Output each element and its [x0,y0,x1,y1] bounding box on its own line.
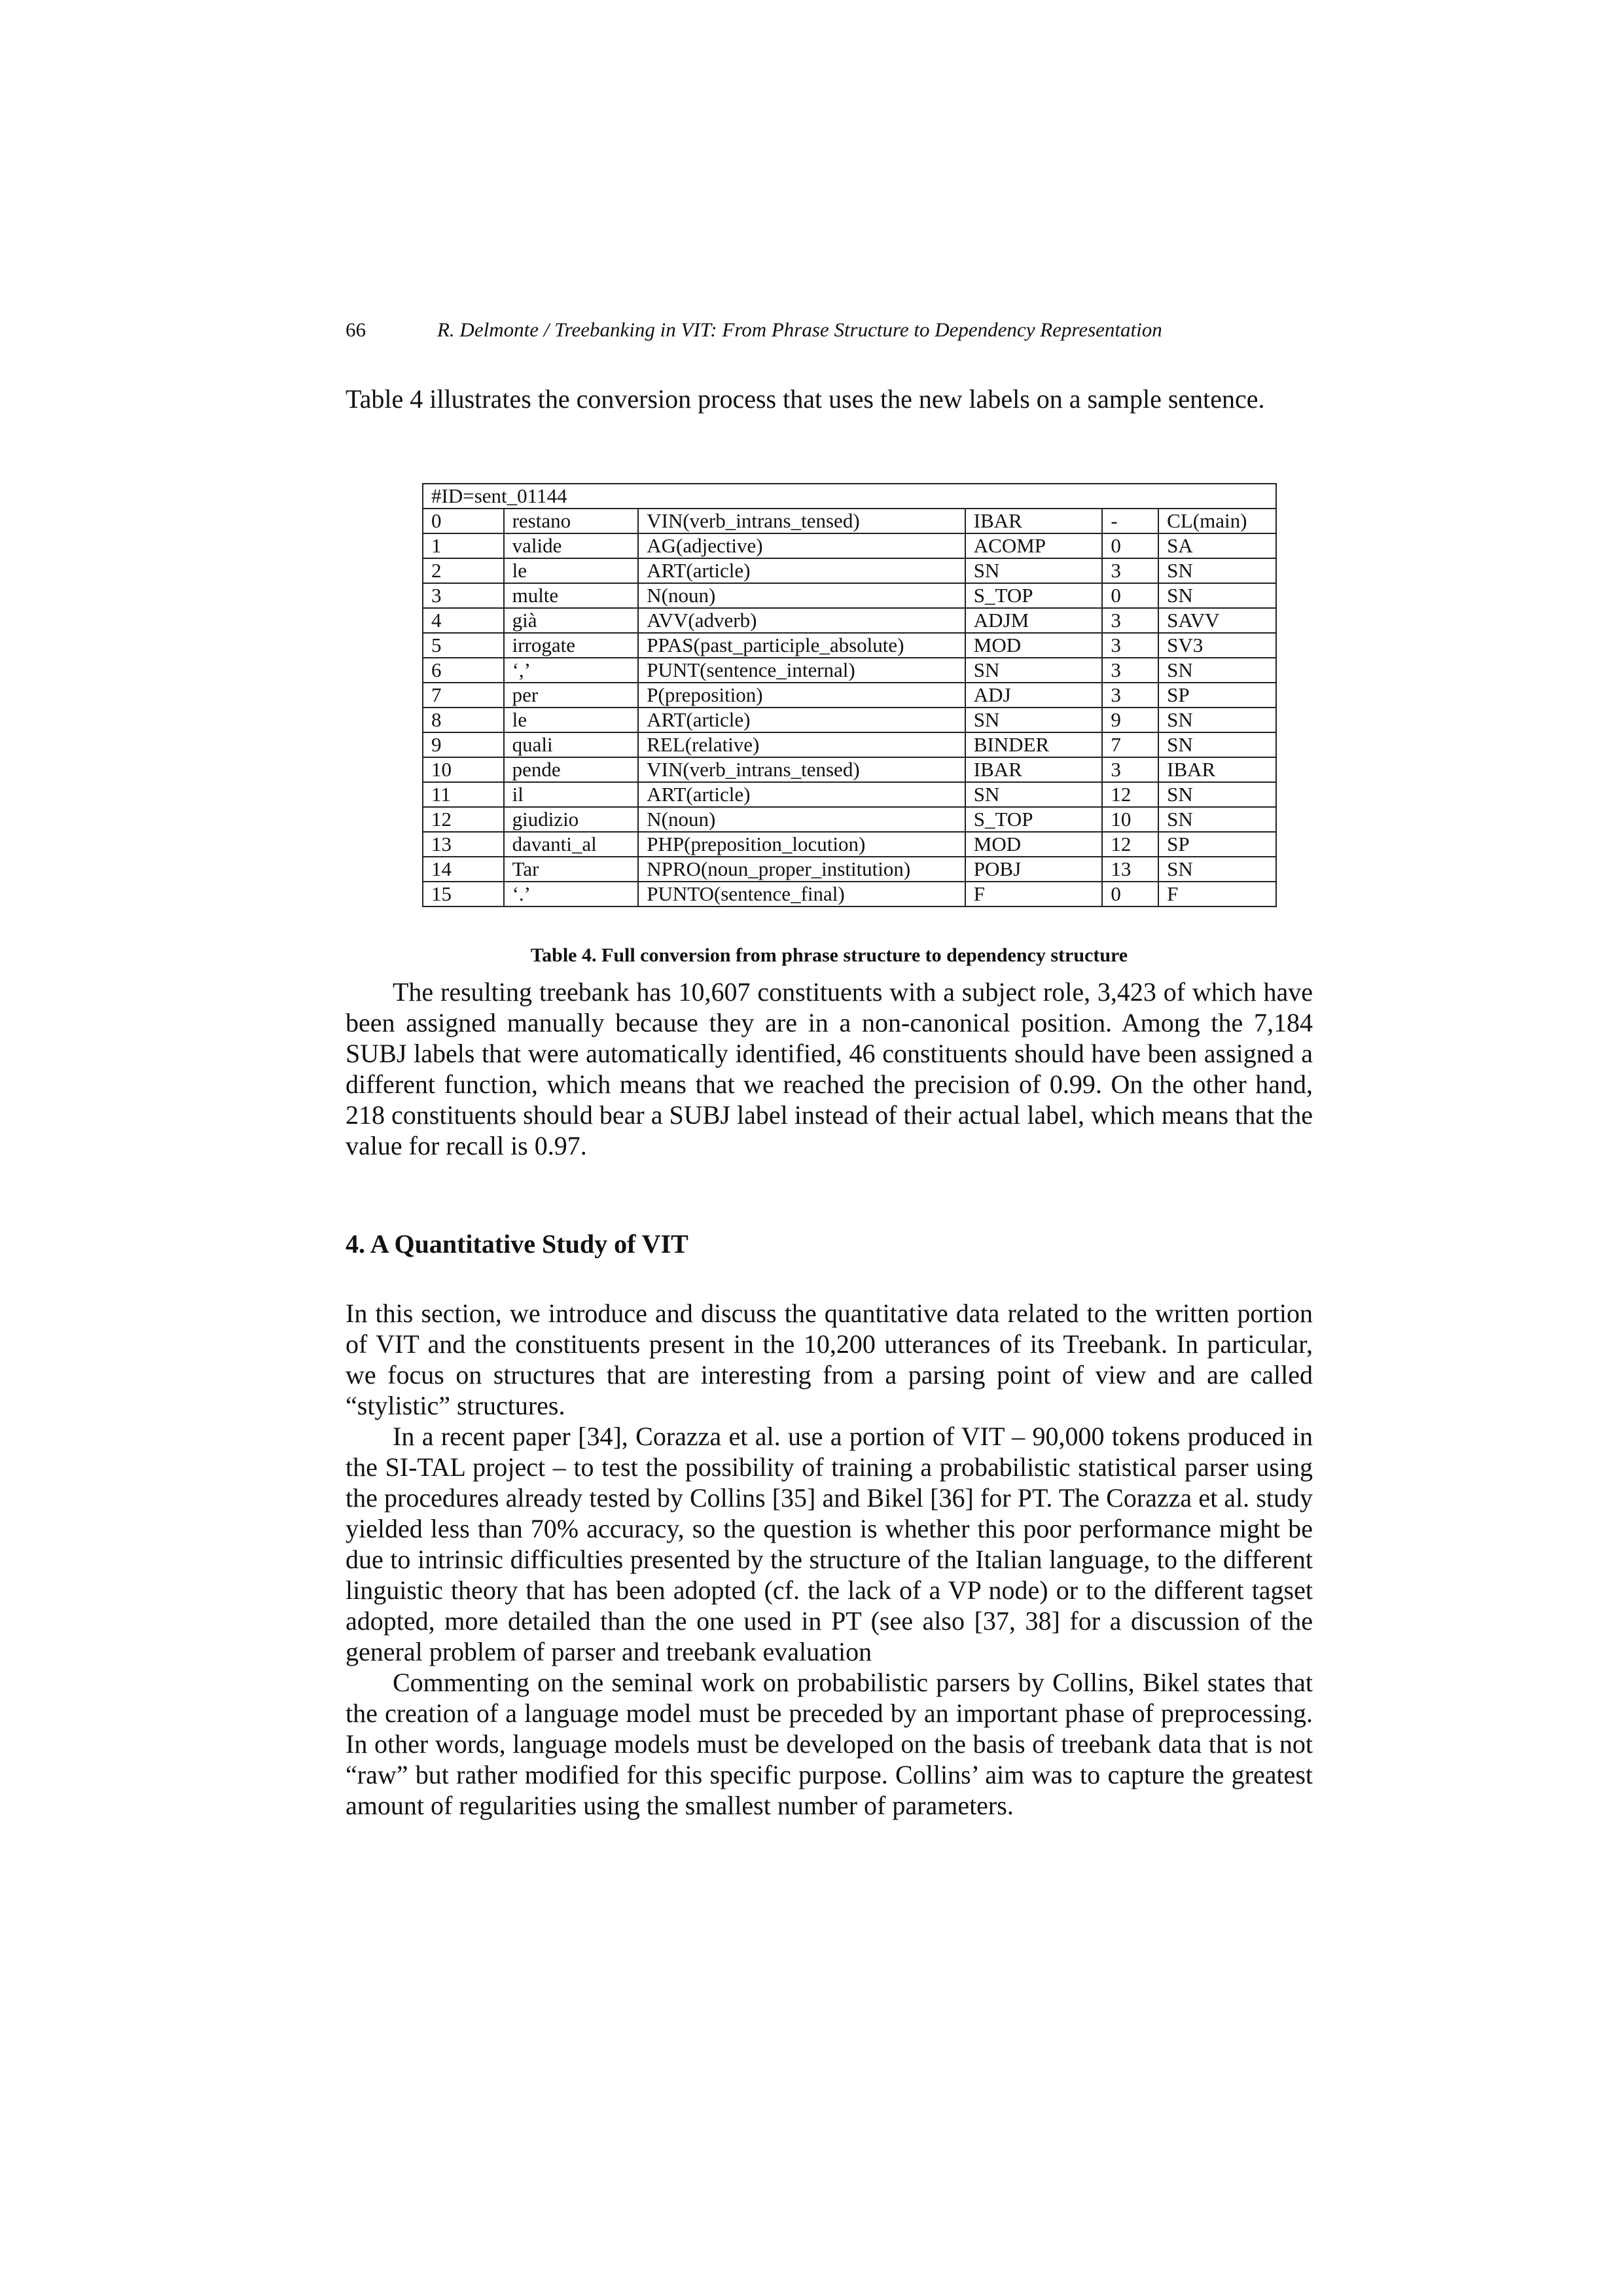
cell-index: 11 [423,782,504,807]
table-row [423,732,1276,757]
table-row [423,708,1276,732]
cell-constituent: SN [1158,807,1276,832]
cell-token: restano [504,509,639,533]
cell-constituent: IBAR [1158,757,1276,782]
cell-index: 5 [423,633,504,658]
cell-function: IBAR [965,757,1103,782]
table-row [423,608,1276,633]
cell-index: 2 [423,558,504,583]
cell-index: 6 [423,658,504,683]
running-head [346,318,1313,351]
cell-head: - [1102,509,1158,533]
cell-token: le [504,708,639,732]
cell-index: 4 [423,608,504,633]
cell-pos-tag: N(noun) [638,583,965,608]
cell-token: già [504,608,639,633]
table-row [423,683,1276,708]
section-paragraph-3: Commenting on the seminal work on probabilistic parsers by Collins, Bikel states that the creation of a language model must be preceded by an important phase of preprocessing. In other words, language models must be developed on the basis of treebank data that is not “raw” but rather modified for this specific purpose. Collins’ aim was to capture the greatest amount of regularities using the smallest number of parameters. [346,1668,1313,1820]
section-heading: 4. A Quantitative Study of VIT [346,1229,688,1259]
cell-constituent: F [1158,882,1276,906]
table-row [423,757,1276,782]
sentence-id-cell: #ID=sent_01144 [423,484,1276,509]
cell-function: F [965,882,1103,906]
cell-function: SN [965,658,1103,683]
cell-token: le [504,558,639,583]
results-paragraph [346,977,1313,1161]
cell-head: 3 [1102,608,1158,633]
cell-pos-tag: ART(article) [638,782,965,807]
cell-token: pende [504,757,639,782]
cell-constituent: SP [1158,832,1276,857]
cell-function: MOD [965,832,1103,857]
section-paragraph-2: In a recent paper [34], Corazza et al. use a portion of VIT – 90,000 tokens produced in the SI-TAL project – to test the possibility of training a probabilistic statistical parser using the procedures already tested by Collins [35] and Bikel [36] for PT. The Corazza et al. study yielded less than 70% accuracy, so the question is whether this poor performance might be due to intrinsic difficulties presented by the structure of the Italian language, to the different linguistic theory that has been adopted (cf. the lack of a VP node) or to the different tagset adopted, more detailed than the one used in PT (see also [37, 38] for a discussion of the general problem of parser and treebank evaluation [346,1422,1313,1666]
cell-pos-tag: PUNT(sentence_internal) [638,658,965,683]
table-row [423,633,1276,658]
cell-pos-tag: NPRO(noun_proper_institution) [638,857,965,882]
conversion-table [422,483,1277,907]
cell-token: valide [504,533,639,558]
table-id-row [423,484,1276,509]
cell-constituent: SN [1158,558,1276,583]
cell-constituent: SAVV [1158,608,1276,633]
cell-index: 12 [423,807,504,832]
section-body [346,1298,1313,1821]
cell-function: SN [965,708,1103,732]
cell-constituent: SN [1158,732,1276,757]
cell-constituent: CL(main) [1158,509,1276,533]
table-caption: Table 4. Full conversion from phrase structure to dependency structure [530,944,1128,966]
cell-head: 3 [1102,558,1158,583]
cell-pos-tag: PHP(preposition_locution) [638,832,965,857]
cell-token: Tar [504,857,639,882]
cell-constituent: SN [1158,658,1276,683]
cell-function: SN [965,782,1103,807]
cell-function: S_TOP [965,583,1103,608]
cell-function: IBAR [965,509,1103,533]
cell-index: 7 [423,683,504,708]
cell-head: 3 [1102,683,1158,708]
cell-pos-tag: ART(article) [638,558,965,583]
cell-token: multe [504,583,639,608]
cell-function: MOD [965,633,1103,658]
table-row [423,509,1276,533]
cell-pos-tag: VIN(verb_intrans_tensed) [638,757,965,782]
cell-constituent: SN [1158,782,1276,807]
cell-index: 1 [423,533,504,558]
cell-function: ADJ [965,683,1103,708]
cell-token: irrogate [504,633,639,658]
cell-token: per [504,683,639,708]
cell-head: 12 [1102,782,1158,807]
table-row [423,782,1276,807]
cell-constituent: SV3 [1158,633,1276,658]
cell-token: ‘,’ [504,658,639,683]
table-row [423,658,1276,683]
cell-head: 9 [1102,708,1158,732]
cell-head: 0 [1102,882,1158,906]
table-row [423,807,1276,832]
cell-head: 3 [1102,658,1158,683]
cell-head: 13 [1102,857,1158,882]
cell-function: BINDER [965,732,1103,757]
cell-index: 0 [423,509,504,533]
running-title: R. Delmonte / Treebanking in VIT: From Phrase Structure to Dependency Representation [437,318,1162,341]
cell-pos-tag: N(noun) [638,807,965,832]
cell-index: 3 [423,583,504,608]
table-row [423,583,1276,608]
cell-head: 10 [1102,807,1158,832]
cell-index: 9 [423,732,504,757]
results-text: The resulting treebank has 10,607 constituents with a subject role, 3,423 of which have been assigned manually because they are in a non-canonical position. Among the 7,184 SUBJ labels that were automatically identified, 46 constituents should have been assigned a different function, which means that we reached the precision of 0.99. On the other hand, 218 constituents should bear a SUBJ label instead of their actual label, which means that the value for recall is 0.97. [346,977,1313,1160]
cell-head: 3 [1102,633,1158,658]
cell-constituent: SN [1158,708,1276,732]
cell-token: giudizio [504,807,639,832]
page-number: 66 [346,318,366,341]
cell-head: 7 [1102,732,1158,757]
cell-function: POBJ [965,857,1103,882]
cell-index: 13 [423,832,504,857]
table-row [423,882,1276,906]
intro-text: Table 4 illustrates the conversion process that uses the new labels on a sample sentence. [346,384,1265,414]
table-row [423,533,1276,558]
cell-token: quali [504,732,639,757]
cell-pos-tag: VIN(verb_intrans_tensed) [638,509,965,533]
cell-function: S_TOP [965,807,1103,832]
cell-head: 0 [1102,533,1158,558]
cell-head: 0 [1102,583,1158,608]
cell-function: ACOMP [965,533,1103,558]
cell-pos-tag: ART(article) [638,708,965,732]
cell-head: 3 [1102,757,1158,782]
cell-pos-tag: P(preposition) [638,683,965,708]
table-row [423,558,1276,583]
cell-index: 10 [423,757,504,782]
cell-pos-tag: PUNTO(sentence_final) [638,882,965,906]
section-paragraph-1: In this section, we introduce and discuss the quantitative data related to the written portion of VIT and the constituents present in the 10,200 utterances of its Treebank. In particular, we focus on structures that are interesting from a parsing point of view and are called “stylistic” structures. [346,1299,1313,1420]
intro-paragraph [346,384,1313,414]
cell-token: il [504,782,639,807]
cell-constituent: SA [1158,533,1276,558]
cell-token: ‘.’ [504,882,639,906]
table-row [423,857,1276,882]
cell-function: SN [965,558,1103,583]
cell-pos-tag: AG(adjective) [638,533,965,558]
cell-pos-tag: REL(relative) [638,732,965,757]
cell-index: 8 [423,708,504,732]
cell-constituent: SN [1158,583,1276,608]
cell-head: 12 [1102,832,1158,857]
cell-token: davanti_al [504,832,639,857]
table-row [423,832,1276,857]
cell-pos-tag: PPAS(past_participle_absolute) [638,633,965,658]
cell-index: 14 [423,857,504,882]
cell-index: 15 [423,882,504,906]
cell-constituent: SP [1158,683,1276,708]
cell-function: ADJM [965,608,1103,633]
cell-constituent: SN [1158,857,1276,882]
cell-pos-tag: AVV(adverb) [638,608,965,633]
